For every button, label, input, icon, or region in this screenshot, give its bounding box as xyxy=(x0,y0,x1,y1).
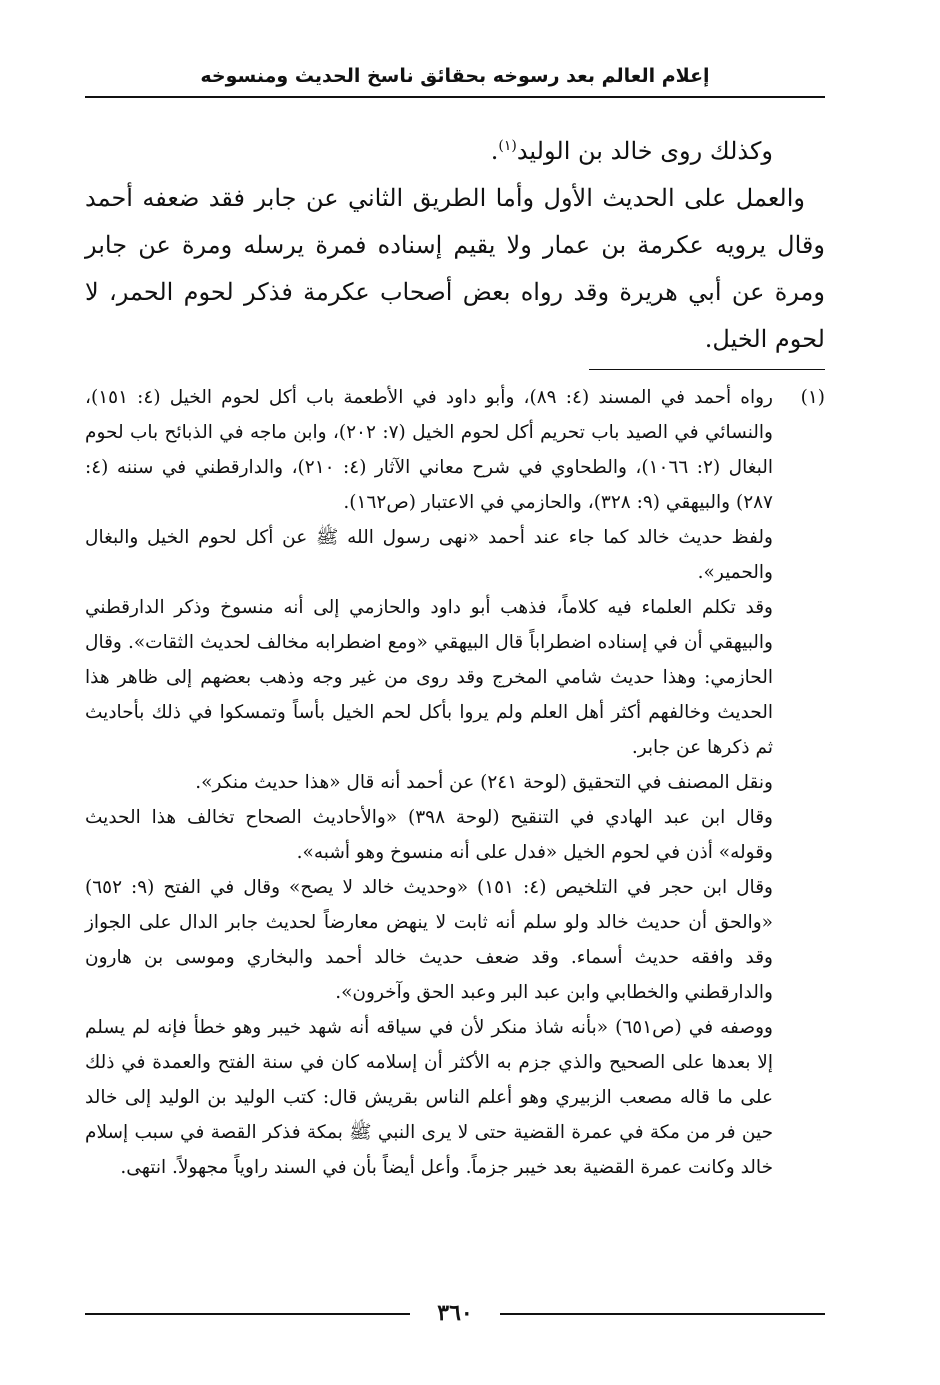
footnote-body xyxy=(85,380,773,1185)
main-paragraph-1 xyxy=(85,128,825,175)
footnote-marker: (١) xyxy=(498,138,517,154)
footnote-paragraph-1: رواه أحمد في المسند (٤: ٨٩)، وأبو داود في الأطعمة باب أكل لحوم الخيل (٤: ١٥١)، والنسائي في الصيد باب تحريم أكل لحوم الخيل (٧: ٢٠٢)، وابن ماجه في الذبائح باب لحوم البغال (٢: ١٠٦٦)، والطحاوي في شرح معاني الآثار (٤: ٢١٠)، والدارقطني في سننه (٤: ٢٨٧) والبيهقي (٩: ٣٢٨)، والحازمي في الاعتبار (ص١٦٢). xyxy=(85,387,773,513)
footnote-number: (١) xyxy=(800,387,825,408)
main-text xyxy=(85,128,825,363)
footnote-paragraph-6: وقال ابن حجر في التلخيص (٤: ١٥١) «وحديث خالد لا يصح» وقال في الفتح (٩: ٦٥٢) «والحق أن حديث خالد ولو سلم أنه ثابت لا ينهض معارضاً لحديث جابر الدال على الجواز وقد وافقه حديث أسماء. وقد ضعف حديث خالد أحمد والبخاري وموسى بن هارون والدارقطني والخطابي وابن عبد البر وعبد الحق وآخرون». xyxy=(85,877,773,1003)
footnote-paragraph-7: ووصفه في (ص٦٥١) «بأنه شاذ منكر لأن في سياقه أنه شهد خيبر وهو خطأ فإنه لم يسلم إلا بعدها على الصحيح والذي جزم به الأكثر أن إسلامه كان في سنة الفتح والعمدة في ذلك على ما قاله مصعب الزبيري وهو أعلم الناس بقريش قال: كتب الوليد بن الوليد إلى خالد حين فر من مكة في عمرة القضية حتى لا يرى النبي ﷺ بمكة فذكر القصة في سبب إسلام خالد وكانت عمرة القضية بعد خيبر جزماً. وأعل أيضاً بأن في السند راوياً مجهولاً. انتهى. xyxy=(85,1017,773,1178)
footnote-paragraph-5: وقال ابن عبد الهادي في التنقيح (لوحة ٣٩٨) «والأحاديث الصحاح تخالف هذا الحديث وقوله» أذن في لحوم الخيل «فدل على أنه منسوخ وهو أشبه». xyxy=(85,807,773,863)
footnote-separator xyxy=(589,369,825,370)
footnotes xyxy=(85,380,825,1185)
main-paragraph-1-text: وكذلك روى خالد بن الوليد xyxy=(516,137,773,165)
footer-rule-left xyxy=(85,1313,410,1315)
header-rule xyxy=(85,96,825,98)
running-header-title: إعلام العالم بعد رسوخه بحقائق ناسخ الحديث ومنسوخه xyxy=(200,65,710,87)
page-number: ٣٦٠ xyxy=(437,1300,473,1326)
page-footer xyxy=(85,1299,825,1329)
footnote-paragraph-3: وقد تكلم العلماء فيه كلاماً، فذهب أبو داود والحازمي إلى أنه منسوخ وذكر الدارقطني والبيهقي أن في إسناده اضطراباً قال البيهقي «ومع اضطرابه مخالف لحديث الثقات». وقال الحازمي: وهذا حديث شامي المخرج وقد روى من غير وجه وذهب بعضهم إلى ظاهر هذا الحديث وخالفهم أكثر أهل العلم ولم يروا بأكل لحم الخيل بأساً وتمسكوا في ذلك بأحاديث ثم ذكرها عن جابر. xyxy=(85,597,773,758)
footer-rule-right xyxy=(500,1313,825,1315)
main-paragraph-2: والعمل على الحديث الأول وأما الطريق الثاني عن جابر فقد ضعفه أحمد وقال يرويه عكرمة بن عمار ولا يقيم إسناده فمرة يرسله ومرة عن جابر ومرة عن أبي هريرة وقد رواه بعض أصحاب عكرمة فذكر لحوم الحمر، لا لحوم الخيل. xyxy=(85,184,825,353)
footnote-paragraph-4: ونقل المصنف في التحقيق (لوحة ٢٤١) عن أحمد أنه قال «هذا حديث منكر». xyxy=(195,772,773,793)
main-paragraph-1-end: . xyxy=(490,137,499,165)
footnote-paragraph-2: ولفظ حديث خالد كما جاء عند أحمد «نهى رسول الله ﷺ عن أكل لحوم الخيل والبغال والحمير». xyxy=(85,527,773,583)
